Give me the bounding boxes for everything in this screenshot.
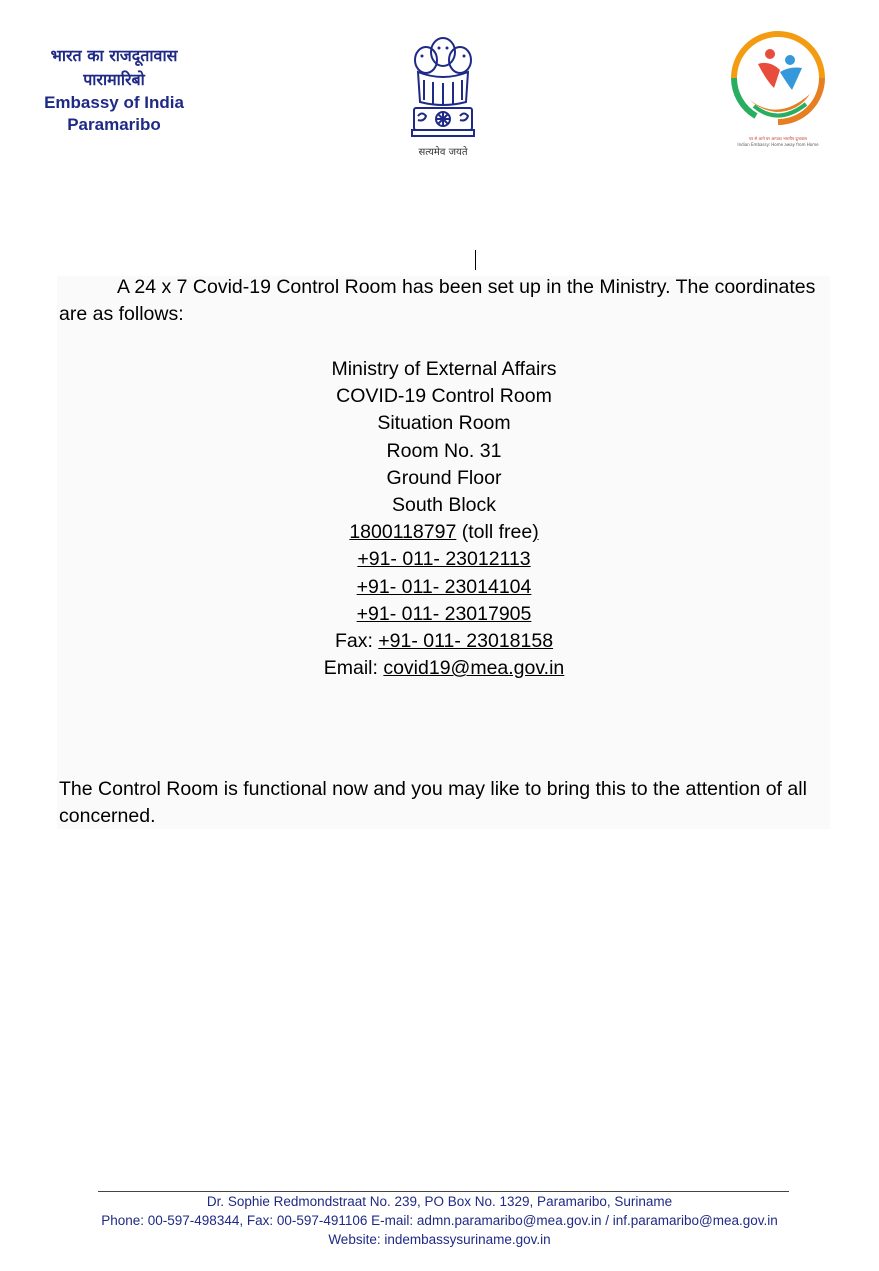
- hindi-name-line2: पारामारिबो: [83, 70, 145, 89]
- national-emblem: [400, 30, 486, 160]
- email-label: Email:: [323, 657, 384, 680]
- tollfree-label: (toll free: [456, 521, 533, 544]
- emblem-motto: सत्यमेव जयते: [418, 147, 468, 158]
- control-room-coordinates: [59, 356, 829, 682]
- address-line: COVID-19 Control Room: [336, 385, 552, 408]
- hindi-name-line1: भारत का राजदूतावास: [50, 46, 178, 65]
- tollfree-close: ): [532, 521, 539, 544]
- embassy-city: Paramaribo: [67, 115, 161, 134]
- logo-tagline-english: Indian Embassy: Home away from Home: [737, 142, 819, 147]
- footer-website: Website: indembassysuriname.gov.in: [328, 1232, 551, 1247]
- embassy-logo: [728, 30, 828, 155]
- phone-link[interactable]: +91- 011- 23014104: [356, 575, 532, 598]
- phone-link[interactable]: +91- 011- 23017905: [356, 602, 532, 625]
- address-line: Ministry of External Affairs: [331, 358, 557, 380]
- footer: [0, 1192, 879, 1249]
- email-link[interactable]: covid19@mea.gov.in: [383, 657, 565, 680]
- closing-paragraph: The Control Room is functional now and you may like to bring this to the attention of all concerned.: [59, 778, 807, 827]
- footer-contact: Phone: 00-597-498344, Fax: 00-597-491106 E-mail: admn.paramaribo@mea.gov.in / inf.paramaribo@mea.gov.in: [101, 1213, 778, 1228]
- embassy-letterhead: [24, 44, 204, 136]
- tollfree-number-link[interactable]: 1800118797: [349, 521, 457, 544]
- intro-paragraph: A 24 x 7 Covid-19 Control Room has been set up in the Ministry. The coordinates are as follows:: [59, 276, 816, 325]
- lion-capital-icon: [400, 30, 486, 142]
- text-cursor: [475, 250, 476, 270]
- home-away-logo-icon: [728, 30, 828, 134]
- address-line: Room No. 31: [386, 439, 502, 462]
- phone-link[interactable]: +91- 011- 23012113: [357, 548, 531, 571]
- tollfree-line: [59, 519, 829, 546]
- footer-address: Dr. Sophie Redmondstraat No. 239, PO Box No. 1329, Paramaribo, Suriname: [206, 1194, 673, 1209]
- logo-tagline-hindi: घर से आगे घर आपका भारतीय दूतावास: [749, 136, 807, 141]
- email-line: [59, 655, 829, 682]
- address-line: Situation Room: [377, 412, 511, 435]
- fax-line: [59, 628, 829, 655]
- address-line: Ground Floor: [386, 466, 502, 489]
- address-line: South Block: [391, 494, 497, 517]
- fax-label: Fax:: [334, 630, 379, 653]
- embassy-name: Embassy of India: [44, 93, 184, 112]
- fax-number-link[interactable]: +91- 011- 23018158: [378, 630, 554, 653]
